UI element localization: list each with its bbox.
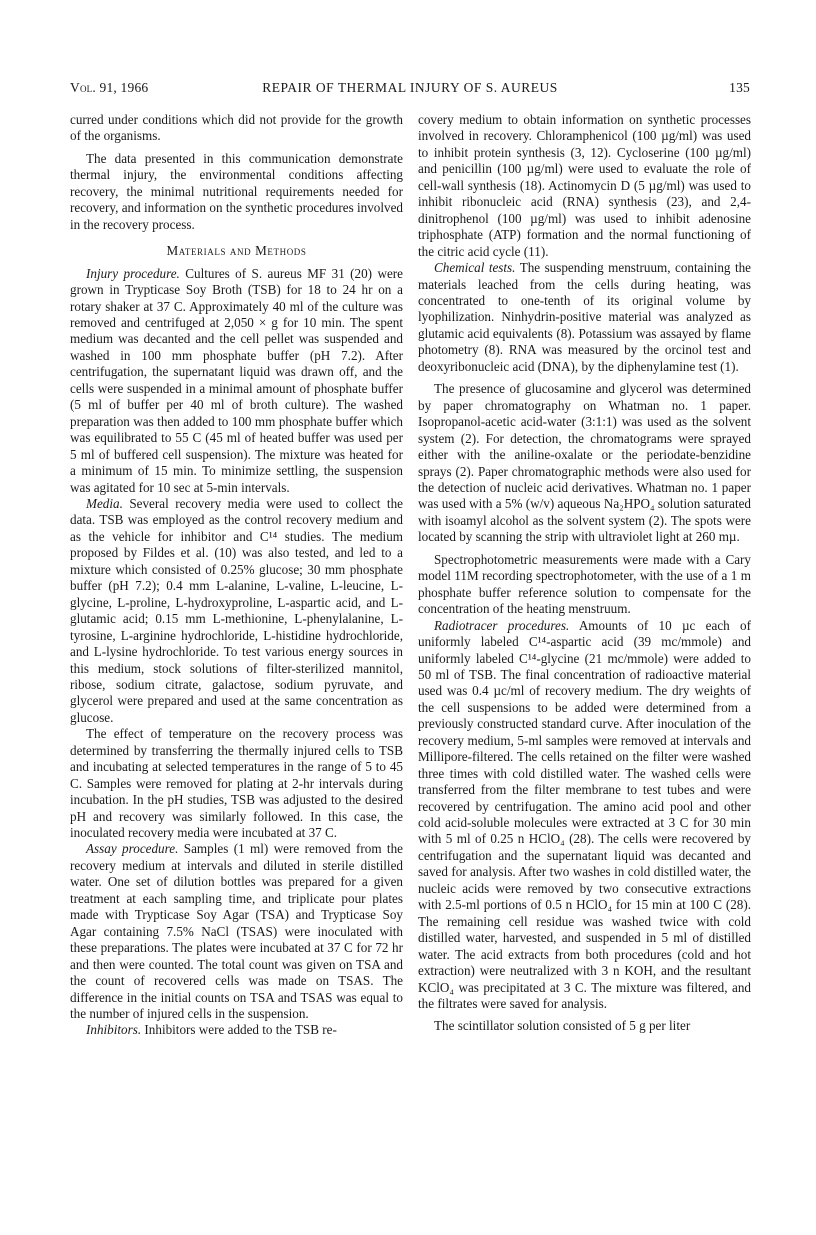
assay-procedure-text: Samples (1 ml) were removed from the recovery medium at intervals and diluted in sterile distilled water. One set of dilution bottles was prepared for a given treatment at each sampling time, and triplicate pour plates made with Trypticase Soy Agar (TSA) and Trypticase Soy Agar containing 7.5% NaCl (TSAS) were inoculated with these preparations. The plates were incubated at 37 C for 72 hr and then were counted. The total count was given on TSA and the count of recovered cells was made on TSAS. The difference in the initial counts on TSA and TSAS was equal to the number of injured cells in the suspension. xyxy=(70,841,403,1022)
subheading-assay-procedure: Assay procedure. xyxy=(86,841,179,857)
paragraph-assay-procedure xyxy=(70,841,403,1022)
paragraph-inhibitors-continued: covery medium to obtain information on synthetic processes involved in recovery. Chloramphenicol (100 µg/ml) was used to inhibit protein synthesis (3, 12). Cycloserine (100 µg/ml) and penicillin (100 µg/ml) were used to evaluate the role of cell-wall synthesis (18). Actinomycin D (5 µg/ml) was used to inhibit ribonucleic acid (RNA) synthesis (23), and 2,4-dinitrophenol (100 µg/ml) was used to inhibit adenosine triphosphate (ATP) formation and the normal functioning of the citric acid cycle (11). xyxy=(418,112,751,259)
paragraph-injury-procedure xyxy=(70,266,403,496)
paragraph-temperature: The effect of temperature on the recovery process was determined by transferring the thermally injured cells to TSB and incubating at selected temperatures in the range of 5 to 45 C. Samples were removed for plating at 2-hr intervals during incubation. In the pH studies, TSB was adjusted to the desired pH and recovery was similarly followed. In this case, the inoculated recovery media were incubated at 37 C. xyxy=(70,726,403,841)
paragraph-inhibitors xyxy=(70,1022,403,1038)
paragraph-scintillator: The scintillator solution consisted of 5 g per liter xyxy=(434,1018,691,1034)
right-column xyxy=(418,112,751,1035)
journal-volume: Vol. 91, 1966 xyxy=(70,80,149,95)
radiotracer-text: Amounts of 10 µc each of uniformly labeled C¹⁴-aspartic acid (39 mc/mmole) and uniformly labeled C¹⁴-glycine (21 mc/mmole) were added to 50 ml of TSB. The final concentration of radioactive material used was 0.4 µc/ml of recovery medium. The dry weights of the cell suspensions to be added were determined from a previously constructed standard curve. After inoculation of the recovery medium, 5-ml samples were removed at intervals and Millipore-filtered. The cells retained on the filter were washed three times with cold distilled water. The washed cells were transferred from the filter membrane to test tubes and were recovered by centrifugation. The amino acid pool and other cold acid-soluble molecules were extracted at 3 C for 30 min with 5 ml of 0.25 n HClO₄ (28). The cells were recovered by centrifugation and the supernatant liquid was decanted and saved for analysis. After two washes in cold distilled water, the nucleic acids were removed by two consecutive extractions with 2.5-ml portions of 0.5 n HClO₄ for 15 min at 100 C (28). The remaining cell residue was washed twice with cold distilled water, harvested, and suspended in 5 ml of distilled water. The acid extracts from both procedures (cold and hot extraction) were neutralized with 3 n KOH, and the resultant KClO₄ was precipitated at 3 C. The mixture was filtered, and the filtrates were saved for analysis. xyxy=(418,617,751,1012)
left-column xyxy=(70,112,403,1039)
subheading-injury-procedure: Injury procedure. xyxy=(86,265,180,281)
paragraph-continued: curred under conditions which did not provide for the growth of the organisms. xyxy=(70,112,403,144)
subheading-radiotracer: Radiotracer procedures. xyxy=(434,617,570,633)
paragraph-data-presented: The data presented in this communication demonstrate thermal injury, the environmental conditions affecting recovery, the minimal nutritional requirements needed for recovery, and information on the synthetic procedures involved in the recovery process. xyxy=(70,150,403,232)
inhibitors-text: Inhibitors were added to the TSB re- xyxy=(144,1022,337,1038)
chemical-tests-text: The suspending menstruum, containing the materials leached from the cells during heating, was concentrated to one-tenth of its original volume by lyophilization. Ninhydrin-positive material was analyzed as glutamic acid equivalents (8). Potassium was assayed by flame photometry (8). RNA was measured by the orcinol test and deoxyribonucleic acid (DNA), by the diphenylamine test (1). xyxy=(418,260,751,374)
paragraph-media xyxy=(70,496,403,726)
section-heading-materials-methods: Materials and Methods xyxy=(166,243,307,259)
running-title: REPAIR OF THERMAL INJURY OF S. AUREUS xyxy=(262,80,558,95)
paragraph-glucosamine: The presence of glucosamine and glycerol was determined by paper chromatography on Whatman no. 1 paper. Isopropanol-acetic acid-water (3:1:1) was used as the solvent system (2). For detection, the chromatograms were sprayed either with the aniline-oxalate or the periodate-benzidine sprays (2). Paper chromatographic methods were also used for the detection of nucleic acid derivatives. Whatman no. 1 paper was used with a 5% (w/v) aqueous Na₂HPO₄ solution saturated with isoamyl alcohol as the solvent system (2). The spots were located by scanning the strip with ultraviolet light at 260 mµ. xyxy=(418,381,751,545)
media-text: Several recovery media were used to collect the data. TSB was employed as the control recovery medium and as the vehicle for inhibitor and C¹⁴ studies. The medium proposed by Fildes et al. (10) was also tested, and led to a mixture which consisted of 0.25% glucose; 30 mm phosphate buffer (pH 7.2); 0.4 mm L-alanine, L-valine, L-leucine, L-glycine, L-proline, L-hydroxyproline, L-aspartic acid, and L-glutamic acid; 0.15 mm L-methionine, L-phenylalanine, L-tyrosine, L-arginine hydrochloride, L-histidine hydrochloride, and L-lysine hydrochloride. To test various energy sources in this medium, stock solutions of filter-sterilized mannitol, ribose, sodium citrate, galactose, sodium pyruvate, and glycerol were prepared and used at the same concentration as glucose. xyxy=(70,495,403,725)
subheading-chemical-tests: Chemical tests. xyxy=(434,260,516,276)
running-header xyxy=(70,80,750,102)
subheading-media: Media. xyxy=(86,495,123,511)
injury-procedure-text: Cultures of S. aureus MF 31 (20) were grown in Trypticase Soy Broth (TSB) for 18 to 24 hr on a rotary shaker at 37 C. Approximately 40 ml of the culture was removed and centrifuged at 2,050 × g for 10 min. The spent medium was decanted and the cell pellet was suspended and washed in 100 mm phosphate buffer (pH 7.2). After centrifugation, the supernatant liquid was drawn off, and the cells were suspended in a minimal amount of phosphate buffer (5 ml of buffer per 40 ml of broth culture). The washed preparation was then added to 100 mm phosphate buffer which was equilibrated to 55 C (45 ml of heated buffer was used per 5 ml of buffered cell suspension). The mixture was heated for a minimum of 15 min. To minimize settling, the suspension was agitated for 10 sec at 5-min intervals. xyxy=(70,265,403,495)
paragraph-radiotracer xyxy=(418,618,751,1013)
paragraph-chemical-tests xyxy=(418,260,751,375)
subheading-inhibitors: Inhibitors. xyxy=(86,1022,142,1038)
page-number: 135 xyxy=(729,80,750,95)
paragraph-spectrophotometric: Spectrophotometric measurements were made with a Cary model 11M recording spectrophotometer, with the use of a 1 m phosphate buffer reference solution to compensate for the concentration of the heating menstruum. xyxy=(418,551,751,617)
